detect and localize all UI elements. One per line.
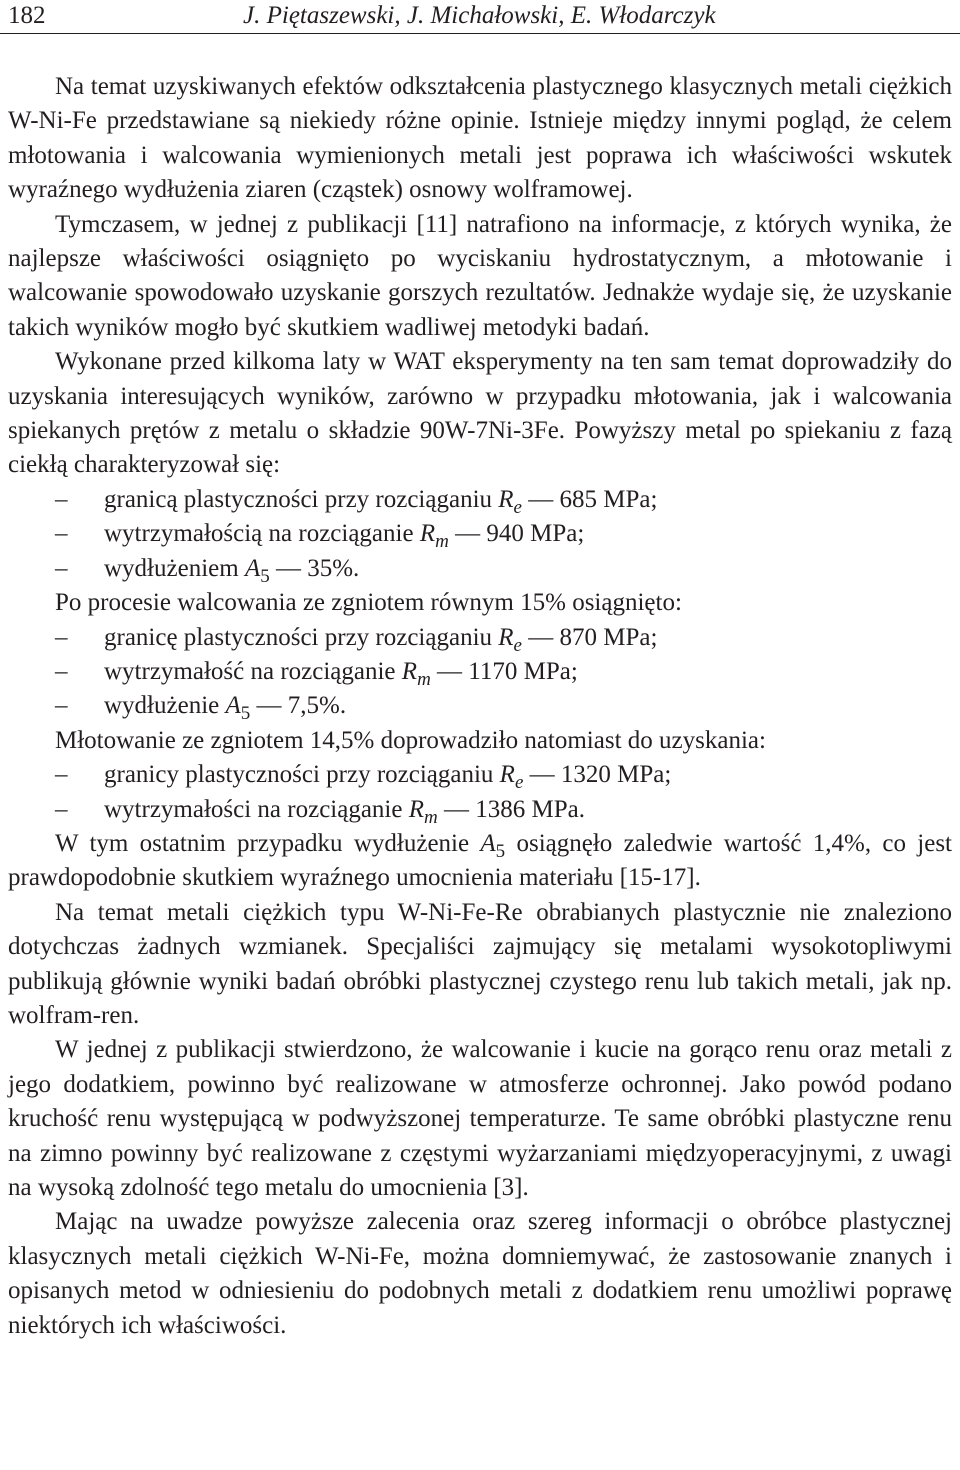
running-header-authors: J. Piętaszewski, J. Michałowski, E. Włodarczyk [243, 2, 716, 29]
subscript-5: 5 [495, 840, 506, 862]
separator-dash: — [455, 520, 481, 548]
paragraph-1: Na temat uzyskiwanych efektów odkształcenia plastycznego klasycznych metali ciężkich W-Ni-Fe przedstawiane są niekiedy różne opinie. Istnieje między innymi pogląd, że celem młotowania i walcowania wymienionych metali jest poprawa ich właściwości wskutek wyraźnego wydłużenia ziaren (cząstek) osnowy wolframowej. [8, 73, 952, 204]
symbol-A: A [225, 692, 241, 720]
paragraph-6 [8, 827, 952, 896]
list-item-label: granicy plastyczności przy rozciąganiu [104, 761, 500, 789]
separator-dash: — [528, 485, 554, 513]
separator-dash: — [437, 657, 463, 685]
paragraph-9: Mając na uwadze powyższe zalecenia oraz szereg informacji o obróbce plastycznej klasycznych metali ciężkich W-Ni-Fe, można domniemywać, że zastosowanie znanych i opisanych metod w odniesieniu do podobnych metali z dodatkiem renu umożliwi poprawę niektórych ich właściwości. [8, 1208, 952, 1339]
symbol-R: R [498, 485, 514, 513]
symbol-R: R [499, 761, 515, 789]
page-number: 182 [8, 2, 46, 29]
list-item-label: wytrzymałości na rozciąganie [104, 795, 409, 823]
list-item-value: 870 MPa; [559, 623, 658, 651]
list-item [8, 552, 952, 586]
paragraph-8: W jednej z publikacji stwierdzono, że walcowanie i kucie na gorąco renu oraz metali z jego dodatkiem, powinno być realizowane w atmosferze ochronnej. Jako powód podano kruchość renu występującą w podwyższonej temperaturze. Te same obróbki plastyczne renu na zimno powinny być realizowane z częstymi wyżarzaniami międzyoperacyjnymi, z uwagi na wysoką zdolność tego metalu do umocnienia [3]. [8, 1036, 952, 1201]
list-item-label: wydłużenie [104, 692, 226, 720]
subscript-e: e [513, 634, 522, 656]
list-item-value: 685 MPa; [559, 485, 658, 513]
list-item-value: 940 MPa; [486, 520, 585, 548]
list-dash: – [55, 623, 68, 651]
subscript-m: m [417, 668, 431, 690]
list-item [8, 483, 952, 517]
subscript-5: 5 [260, 565, 270, 587]
paragraph-6-text-end: osiągnęło zaledwie wartość 1,4%, co jest prawdopodobnie skutkiem wyraźnego umocnienia materiału [15-17]. [8, 829, 952, 892]
symbol-A: A [244, 554, 261, 582]
list-dash: – [55, 520, 68, 548]
paragraph-5: Młotowanie ze zgniotem 14,5% doprowadziło natomiast do uzyskania: [55, 726, 766, 754]
symbol-R: R [498, 623, 514, 651]
list-item [8, 621, 952, 655]
list-item [8, 758, 952, 792]
list-item [8, 655, 952, 689]
list-item [8, 517, 952, 551]
paragraph-7: Na temat metali ciężkich typu W-Ni-Fe-Re obrabianych plastycznie nie znaleziono dotychczas żadnych wzmianek. Specjaliści zajmujący się metalami wysokotopliwymi publikują głównie wyniki badań obróbki plastycznej czystego renu lub takich metali, jak np. wolfram-ren. [8, 898, 952, 1029]
paragraph-6-text-start: W tym ostatnim przypadku wydłużenie [55, 829, 481, 857]
running-header [0, 0, 960, 34]
separator-dash: — [444, 795, 469, 823]
list-item-value: 1170 MPa; [468, 657, 578, 685]
list-item-value: 7,5%. [287, 692, 347, 720]
paragraph-3: Wykonane przed kilkoma laty w WAT eksperymenty na ten sam temat doprowadziły do uzyskania interesujących wyników, zarówno w przypadku młotowania, jak i walcowania spiekanych prętów z metalu o składzie 90W-7Ni-3Fe. Powyższy metal po spiekaniu z fazą ciekłą charakteryzował się: [8, 348, 952, 479]
list-dash: – [55, 485, 68, 513]
body-text [8, 70, 952, 1343]
symbol-R: R [419, 520, 436, 548]
list-item-label: wytrzymałością na rozciąganie [104, 520, 420, 548]
symbol-R: R [408, 795, 425, 823]
symbol-A: A [480, 829, 496, 857]
paragraph-2: Tymczasem, w jednej z publikacji [11] natrafiono na informacje, z których wynika, że najlepsze właściwości osiągnięto po wyciskaniu hydrostatycznym, a młotowanie i walcowanie spowodowało uzyskanie gorszych rezultatów. Jednakże wydaje się, że uzyskanie takich wyników mogło być skutkiem wadliwej metodyki badań. [8, 210, 952, 341]
subscript-e: e [513, 496, 522, 518]
list-dash: – [55, 795, 68, 823]
list-dash: – [55, 554, 68, 582]
symbol-R: R [401, 657, 418, 685]
subscript-m: m [435, 531, 449, 553]
list-item-value: 35%. [307, 554, 360, 582]
list-dash: – [55, 761, 68, 789]
paragraph-4: Po procesie walcowania ze zgniotem równym 15% osiągnięto: [55, 589, 682, 617]
list-item-value: 1320 MPa; [560, 761, 672, 789]
list-item [8, 689, 952, 723]
separator-dash: — [528, 623, 554, 651]
list-item-label: granicą plastyczności przy rozciąganiu [104, 485, 499, 513]
header-rule [0, 33, 960, 34]
list-item [8, 793, 952, 827]
list-dash: – [55, 657, 68, 685]
subscript-e: e [514, 772, 524, 794]
separator-dash: — [256, 692, 282, 720]
separator-dash: — [275, 554, 301, 582]
subscript-5: 5 [240, 703, 251, 725]
separator-dash: — [529, 761, 555, 789]
subscript-m: m [424, 806, 438, 828]
list-dash: – [55, 692, 68, 720]
list-item-label: wytrzymałość na rozciąganie [104, 657, 402, 685]
list-item-label: granicę plastyczności przy rozciąganiu [104, 623, 499, 651]
list-item-label: wydłużeniem [104, 554, 245, 582]
list-item-value: 1386 MPa. [475, 795, 585, 823]
